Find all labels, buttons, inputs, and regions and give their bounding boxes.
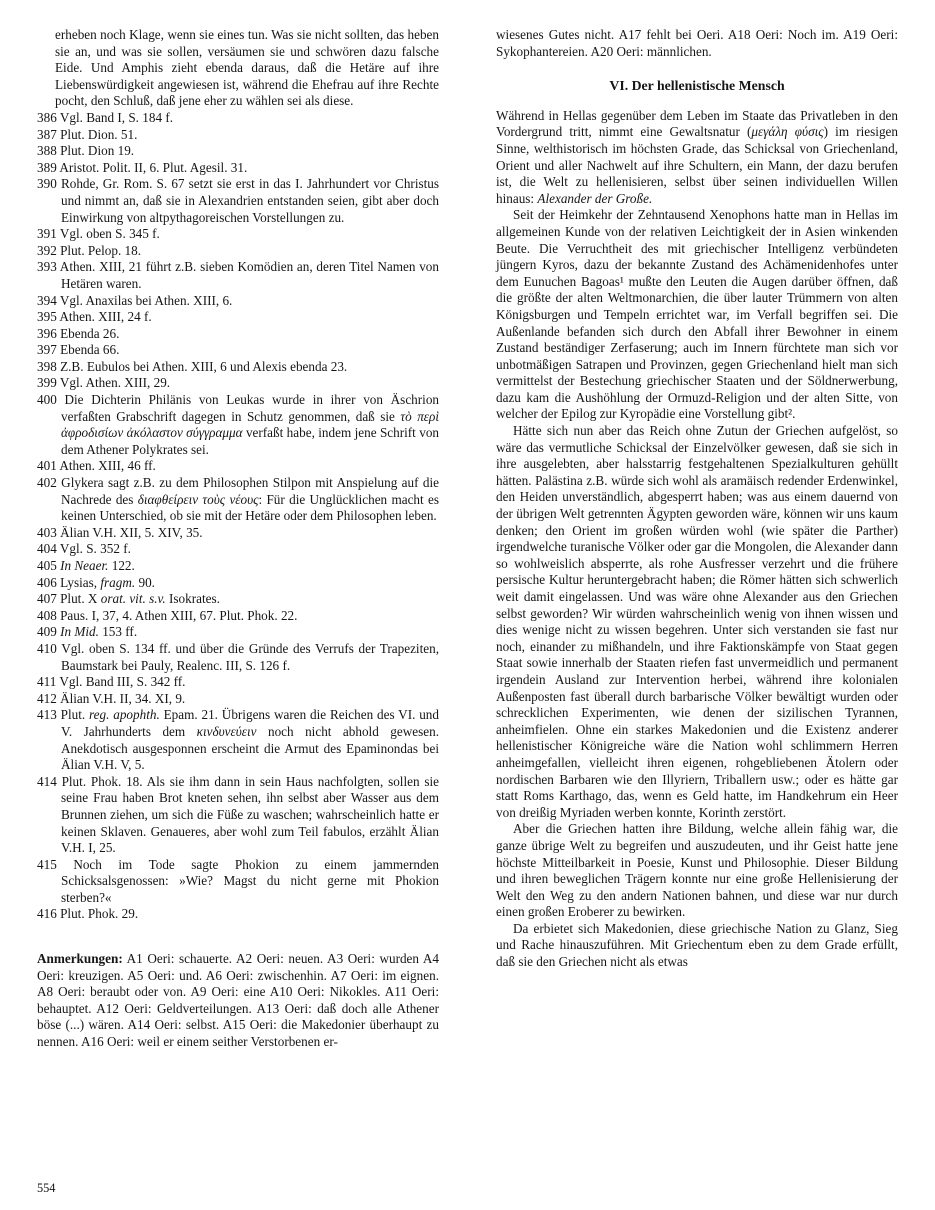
body-paragraph: Da erbietet sich Makedonien, diese griechische Nation zu Glanz, Sieg und Rache hinauszuführen. Mit Griechentum eben zu dem Grade erfüllt, daß sie den Griechen nicht als etwas <box>496 920 898 970</box>
footnote-item <box>37 691 439 708</box>
page-number: 554 <box>37 1181 56 1195</box>
footnote-number: 396 <box>37 325 57 341</box>
footnote-text: Plut. Pelop. 18. <box>60 242 142 258</box>
footnote-number: 410 <box>37 640 57 656</box>
footnote-text: Glykera sagt z.B. zu dem Philosophen Stilpon mit Anspielung auf die Nachrede des διαφθείρειν τοὺς νέους: Für die Unglücklichen macht es keinen Unterschied, ob sie mit der Hetäre oder dem Philosophen leben. <box>61 475 440 524</box>
footnote-number: 411 <box>37 674 57 690</box>
body-paragraphs <box>496 108 898 971</box>
footnote-number: 414 <box>37 773 57 789</box>
footnote-text: In Neaer. 122. <box>60 558 135 573</box>
footnote-item <box>37 309 439 326</box>
footnote-number: 391 <box>37 226 57 242</box>
footnote-text: Plut. X orat. vit. s.v. Isokrates. <box>60 591 220 607</box>
footnote-item <box>37 243 439 260</box>
footnote-item <box>37 707 439 773</box>
footnote-item <box>37 591 439 608</box>
footnote-number: 386 <box>37 109 57 125</box>
footnote-number: 404 <box>37 541 57 557</box>
footnote-number: 415 <box>37 856 57 872</box>
footnote-number: 397 <box>37 342 57 358</box>
footnotes-list <box>37 110 439 923</box>
footnote-text: Rohde, Gr. Rom. S. 67 setzt sie erst in das I. Jahrhundert vor Christus und nimmt an, daß sie in Alexandrien entstanden seien, gibt aber doch Einwirkung von altpythagoreischen Vorstellungen zu. <box>60 176 440 225</box>
left-column <box>37 27 439 1051</box>
footnote-item <box>37 475 439 525</box>
footnote-number: 390 <box>37 176 57 192</box>
footnote-text: Ebenda 66. <box>60 342 120 358</box>
footnote-number: 393 <box>37 259 57 275</box>
anmerkungen-paragraph <box>37 951 439 1051</box>
footnote-text: Plut. Phok. 29. <box>60 906 139 922</box>
footnote-item <box>37 624 439 641</box>
footnote-number: 408 <box>37 607 57 623</box>
footnote-item <box>37 558 439 575</box>
footnote-item <box>37 326 439 343</box>
footnote-number: 407 <box>37 591 57 607</box>
footnote-text: In Mid. 153 ff. <box>60 624 138 640</box>
footnote-continuation-paragraph: erheben noch Klage, wenn sie eines tun. Was sie nicht sollten, das heben sie an, und was sie sollen, versäumen sie und schwören dazu falsche Eide. Und Amphis zieht ebenda daraus, daß die Hetäre auf ihre Liebenswürdigkeit angewiesen ist, während die Ehefrau auf ihre Rechte pocht, den Schluß, daß jene eher zu wählen sei als diese. <box>55 27 439 109</box>
footnote-item <box>37 392 439 458</box>
footnote-text: Plut. Phok. 18. Als sie ihm dann in sein Haus nachfolgten, sollen sie seine Frau haben Brot kneten sehen, ihn selbst aber Wasser aus dem Brunnen ziehen, um sich die Füße zu waschen; wahrscheinlich hatte er keinen Sklaven. Genaueres, aber wohl zum Teil fabulos, erzählt Älian V.H. I, 25. <box>61 773 440 856</box>
footnote-item <box>37 176 439 226</box>
footnote-number: 402 <box>37 475 57 491</box>
footnote-item <box>37 906 439 923</box>
footnote-item <box>37 774 439 857</box>
footnote-number: 389 <box>37 159 57 175</box>
footnote-text: Ebenda 26. <box>60 325 120 341</box>
anmerkungen-label: Anmerkungen: <box>37 951 123 967</box>
footnote-item <box>37 226 439 243</box>
footnote-number: 395 <box>37 309 57 325</box>
body-paragraph: Seit der Heimkehr der Zehntausend Xenophons hatte man in Hellas im allgemeinen Kunde von der relativen Leichtigkeit der in Asien winkenden Beute. Die Verruchtheit des mit griechischer Intelligenz verbündeten jüngern Kyros, dazu der bekannte Zustand des Achämenidenhofes unter dem Eunuchen Bagoas¹ mußte den Leuten die Augen darüber öffnen, daß die größte der alten Weltmonarchien, die über lauter Trümmern von alten Königsburgen und Tempeln errichtet war, im Verfall begriffen sei. Die Außenlande befanden sich durch den Abfall ihrer Bewohner in einem Zustand beständiger Zerfaserung; auch im Innern fürchtete man sich vor unbotmäßigen Satrapen und Provinzen, gegen Griechenland hielt man sich vermittelst der Bestechung griechischer Staaten und der Söldnerwerbung, dazu kam die Aushöhlung der Ormuzd-Religion und der alten Sitte, von welcher der Epilog zur Kyropädie eine Vorstellung gibt². <box>496 207 898 422</box>
footnote-item <box>37 525 439 542</box>
footnote-text: Vgl. S. 352 f. <box>59 541 131 557</box>
footnote-item <box>37 359 439 376</box>
footnote-text: Die Dichterin Philänis von Leukas wurde in ihrer von Äschrion verfaßten Grabschrift dagegen in Schutz genommen, daß sie τὸ περὶ ἀφροδισίων ἀκόλαστον σύγγραμμα verfaßt habe, indem jene Schrift von dem Athener Polykrates sei. <box>61 392 440 457</box>
footnote-text: Plut. Dion 19. <box>60 143 135 159</box>
section-heading: VI. Der hellenistische Mensch <box>609 78 785 94</box>
footnote-number: 388 <box>37 143 57 159</box>
footnote-item <box>37 458 439 475</box>
anmerkungen-continuation-paragraph: wiesenes Gutes nicht. A17 fehlt bei Oeri. A18 Oeri: Noch im. A19 Oeri: Sykophantereien. A20 Oeri: männlichen. <box>496 27 898 59</box>
footnote-text: Athen. XIII, 46 ff. <box>59 458 156 474</box>
body-paragraph: Hätte sich nun aber das Reich ohne Zutun der Griechen aufgelöst, so wäre das vermutliche Schicksal der Einzelvölker gewesen, daß sie sich in ihre ausgelebten, aber halsstarrig festgehaltenen Spezialkulturen gehüllt hätten. Palästina z.B. würde sich wohl als aramäisch redender Erdenwinkel, den Heiden unverständlich, abgesperrt haben; was aus einem dauernd von der übrigen Welt getrennten Ägypten geworden wäre, können wir uns kaum denken; den Orient im großen würden wohl (wie später die Parther) irgendwelche turanische Völker oder gar die Mongolen, die Alexander dann so wohlweislich absperrte, als rohe Ausfresser verzehrt und die frühere persische Kultur heruntergebracht haben; die Römer hätten sich schwerlich weit damit eingelassen. Und was wäre ohne Alexander aus den Griechen selbst geworden? Wir würden wahrscheinlich wenig von ihnen wissen und dies wenige nicht zu wissen begehren. Unter sich verstanden sie fast nur noch, einander zu mißhandeln, und ihre Faktionskämpfe von Staat gegen Staat sowie innerhalb der Staaten riefen fast unvermeidlich und permanent irgendein Ausland zur Intervention herbei, während ihre kolonialen Außenposten fast überall durch barbarische Völker bewältigt wurden oder schrecklichen Experimenten, wie denen der sizilischen Tyrannen, anheimfielen. Ohne ein starkes Makedonien und die Existenz anderer hellenistischer Königreiche wäre die Nation wohl schlimmern Herren anheimgefallen, vielleicht ihren eigenen, rohgebliebenen Ätolern oder nordischen Barbaren wie den Illyriern, Triballern usw.; oder es hätte gar statt Roms Karthago, das, wenn es Geld hatte, im Handkehrum ein Heer von dreißig Myriaden werben konnte, Korinth zerstört. <box>496 423 898 820</box>
footnote-number: 413 <box>37 707 57 723</box>
footnote-text: Aristot. Polit. II, 6. Plut. Agesil. 31. <box>59 159 248 175</box>
footnote-number: 409 <box>37 624 57 640</box>
footnote-text: Vgl. oben S. 345 f. <box>59 226 160 242</box>
footnote-text: Älian V.H. II, 34. XI, 9. <box>60 690 186 706</box>
footnote-text: Noch im Tode sagte Phokion zu einem jammernden Schicksalsgenossen: »Wie? Magst du nicht gerne mit Phokion sterben?« <box>61 856 440 905</box>
footnote-text: Athen. XIII, 21 führt z.B. sieben Komödien an, deren Titel Namen von Hetären waren. <box>59 259 439 291</box>
footnote-number: 399 <box>37 375 57 391</box>
body-paragraph: Während in Hellas gegenüber dem Leben im Staate das Privatleben in den Vordergrund tritt, nimmt eine Gewaltsnatur (μεγάλη φύσις) im riesigen Sinne, welthistorisch im höchsten Grade, das Schicksal von Griechenland, Orient und aller Nachwelt auf ihre Schultern, ein Mann, der dazu berufen ist, die Welt zu hellenisieren, selbst über seinen individuellen Willen hinaus: Alexander der Große. <box>496 107 898 206</box>
footnote-text: Paus. I, 37, 4. Athen XIII, 67. Plut. Phok. 22. <box>60 607 298 623</box>
footnote-text: Vgl. oben S. 134 ff. und über die Gründe des Verrufs der Trapeziten, Baumstark bei Pauly, Realenc. III, S. 126 f. <box>61 640 439 673</box>
footnote-item <box>37 342 439 359</box>
footnote-text: Älian V.H. XII, 5. XIV, 35. <box>60 524 203 540</box>
footnote-text: Vgl. Band III, S. 342 ff. <box>59 674 186 690</box>
footnote-item <box>37 127 439 144</box>
footnote-number: 405 <box>37 558 57 573</box>
footnote-item <box>37 160 439 177</box>
footnote-number: 403 <box>37 524 57 540</box>
body-paragraph: Aber die Griechen hatten ihre Bildung, welche allein fähig war, die ganze übrige Welt zu begreifen und auszudeuten, und ihr Geist hatte jene höchste Mitteilbarkeit in Poesie, Kunst und Philosophie. Dieser Bildung und ihren beweglichen Trägern konnte nur eine große Hellenisierung der Welt den Weg zu den andern Nationen bahnen, und diese war nur durch einen großen Eroberer zu bewirken. <box>496 821 898 920</box>
footnote-item <box>37 110 439 127</box>
footnote-number: 401 <box>37 458 57 474</box>
footnote-number: 398 <box>37 358 57 374</box>
footnote-item <box>37 375 439 392</box>
footnote-item <box>37 541 439 558</box>
footnote-text: Plut. reg. apophth. Epam. 21. Übrigens waren die Reichen des VI. und V. Jahrhunderts dem κινδυνεύειν noch nicht abhold gewesen. Anekdotisch ausgesponnen erscheint die Armut des Epaminondas bei Älian V.H. V, 5. <box>60 707 439 773</box>
footnote-item <box>37 575 439 592</box>
footnote-item <box>37 143 439 160</box>
footnote-number: 416 <box>37 906 57 922</box>
footnote-text: Plut. Dion. 51. <box>60 126 138 142</box>
footnote-item <box>37 259 439 292</box>
footnote-number: 412 <box>37 690 57 706</box>
footnote-item <box>37 674 439 691</box>
footnote-text: Vgl. Band I, S. 184 f. <box>59 109 174 125</box>
footnote-item <box>37 641 439 674</box>
footnote-number: 406 <box>37 574 57 590</box>
footnote-number: 400 <box>37 392 57 408</box>
footnote-number: 392 <box>37 242 57 258</box>
anmerkungen-text: A1 Oeri: schauerte. A2 Oeri: neuen. A3 Oeri: wurden A4 Oeri: kreuzigen. A5 Oeri: und. A6 Oeri: zwischenhin. A7 Oeri: im eignen. A8 Oeri: beraubt oder von. A9 Oeri: eine A10 Oeri: Nikokles. A11 Oeri: behauptet. A12 Oeri: Geldverteilungen. A13 Oeri: daß doch alle Athener böse (...) wären. A14 Oeri: selbst. A15 Oeri: die Makedonier überhaupt zu nennen. A16 Oeri: weil er einem seither Verstorbenen er- <box>37 951 439 1050</box>
footnote-text: Vgl. Anaxilas bei Athen. XIII, 6. <box>59 292 233 308</box>
footnote-text: Vgl. Athen. XIII, 29. <box>59 375 171 391</box>
footnote-number: 387 <box>37 126 57 142</box>
footnote-text: Z.B. Eubulos bei Athen. XIII, 6 und Alexis ebenda 23. <box>60 358 348 374</box>
right-column <box>496 27 898 1051</box>
footnote-text: Lysias, fragm. 90. <box>60 574 155 590</box>
footnote-item <box>37 608 439 625</box>
footnote-text: Athen. XIII, 24 f. <box>59 309 152 325</box>
two-column-layout <box>37 27 898 1051</box>
footnote-item <box>37 857 439 907</box>
footnote-number: 394 <box>37 292 57 308</box>
footnote-item <box>37 293 439 310</box>
